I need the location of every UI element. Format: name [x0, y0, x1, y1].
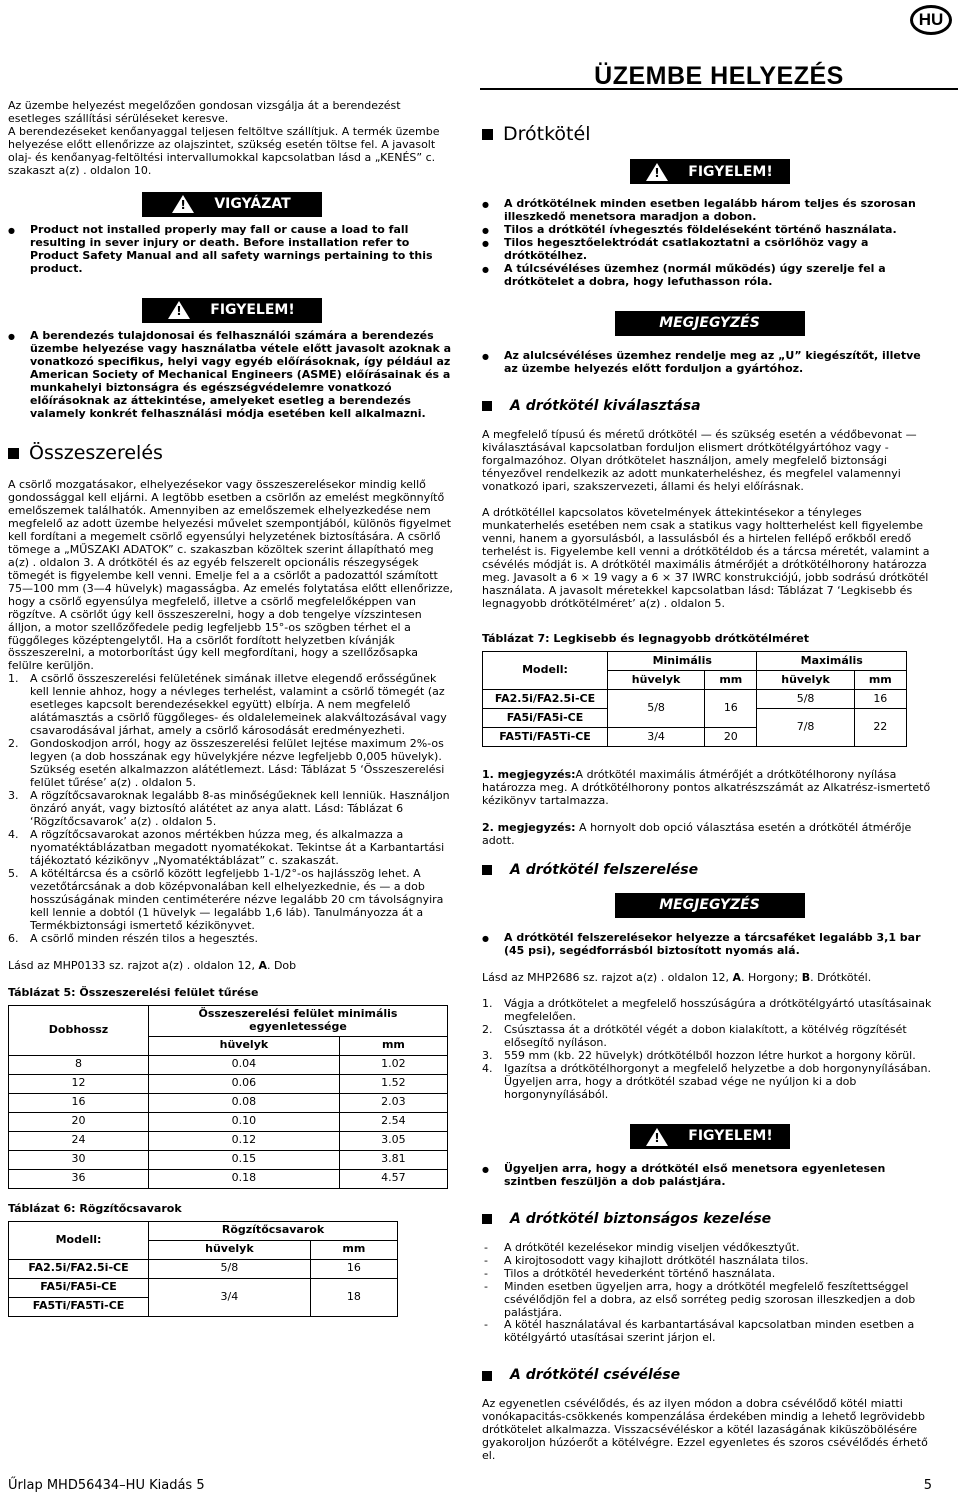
- list-item: 3. 559 mm (kb. 22 hüvelyk) drótkötélből hozzon létre hurkot a horgony körül.: [482, 1049, 916, 1063]
- intro-paragraph-1: Az üzembe helyezést megelőzően gondosan vizsgálja át a berendezést esetleges szállítási sérüléseket keresve.: [8, 99, 401, 125]
- selection-paragraph-1: A megfelelő típusú és méretű drótkötél — és szükség esetén a védőbevonat — kiválasztásával kapcsolatban forduljon elismert drótkötélgyártóhoz vagy -forgalmazóhoz. Olyan drótkötelet használjon, amely megfelelő biztonsági tényezővel rendelkezik az adott munkaterheléshez, és megfelel valamennyi vonatkozó ipari, szakszervezeti, állami és helyi előírásnak.: [482, 427, 917, 493]
- table-row: FA5Ti/FA5Ti-CE 3/4 20: [483, 728, 907, 747]
- list-item: ● Tilos hegesztőelektródát csatlakoztatni a csörlőhöz vagy a drótkötélhez.: [482, 237, 937, 263]
- table-header: Modell:: [483, 652, 608, 690]
- warning-item: ● A berendezés tulajdonosai és felhasználói számára a berendezés üzembe helyezése vagy használatba vétele előtt javasolt azoknak a vonatkozó specifikus, helyi vagy egyéb előírásoknak, így például az American Society of Mechanical Engineers (ASME) előírásainak és a munkahelyi biztonságra és egészségvédelemre vonatkozó előírásoknak az áttekintése, amelyeket esetleg a berendezés valamely konkrét felhasználási módja esetében kell alkalmazni.: [8, 330, 455, 421]
- table-row: 36 0.18 4.57: [9, 1169, 448, 1188]
- warning-label: FIGYELEM!: [210, 301, 295, 318]
- square-bullet-icon: [482, 1214, 492, 1224]
- warning-list: [482, 1163, 937, 1189]
- list-item: - A drótkötél kezelésekor mindig viseljen védőkesztyűt.: [482, 1242, 937, 1255]
- list-item: - Tilos a drótkötél hevederként történő használata.: [482, 1268, 937, 1281]
- table-row: FA5Ti/FA5Ti-CE: [9, 1297, 398, 1316]
- list-item: - A kirojtosodott vagy kihajlott drótkötél használata tilos.: [482, 1255, 937, 1268]
- list-item: ● A túlcsévéléses üzemhez (normál működés) úgy szerelje fel a drótkötelet a dobra, hogy lefuthasson róla.: [482, 263, 937, 289]
- warning-banner: ! FIGYELEM!: [630, 1124, 790, 1149]
- warning-list: [482, 198, 937, 289]
- table-row: 12 0.06 1.52: [9, 1074, 448, 1093]
- list-item: - A kötél használatával és karbantartásával kapcsolatban minden esetben a kötélgyártó utasításai szerint járjon el.: [482, 1319, 937, 1345]
- footnote-1: 1. megjegyzés:A drótkötél maximális átmérőjét a drótkötélhorony nyílása határozza meg. A drótkötélhorony pontos alkatrészszámát az Alkatrész-ismertető kézikönyv tartalmazza.: [482, 768, 931, 808]
- assembly-paragraph: A csörlő mozgatásakor, elhelyezésekor vagy összeszerelésekor mindig kellő gondossággal kell eljárni. A legtöbb esetben a csörlőn az emelést megkönnyítő emelőszemek találhatók. Amennyiben az emelőszemek elhelyezkedése nem megfelelő az adott üzembe helyezési művelet szempontjából, különös figyelmet kell fordítani a megemelt csörlő egyensúlyi helyzetének biztosítására. A csörlő tömege a „MŰSZAKI ADATOK” c. szakaszban közöltek szerint állapítható meg a(z) . oldalon 3. A drótkötél és az egyéb felszerelt opcionális részegységek tömegét is figyelembe kell venni. Emelje fel a a csörlőt a padozattól számított 75—100 mm (3—4 hüvelyk) magasságba. Az emelés folytatása előtt ellenőrizze, hogy a csörlő egyensúlya megfelelő, illetve a csörlő megfelelőképpen van rögzítve. A csörlőt úgy kell összeszerelni, hogy a dob tengelye vízszintesen álljon, a motor szellőzőfedele pedig legfeljebb 15°-os szögben térhet el a függőleges középtengelytől. Ha a csörlőt fordított helyzetben kívánják összeszerelni, a motorborítást úgy kell megfordítani, hogy a szellőzősapka felülre kerüljön.: [8, 477, 453, 673]
- table-header: Maximális: [757, 652, 907, 671]
- list-item: ● Tilos a drótkötél ívhegesztés földeléseként történő használata.: [482, 224, 937, 237]
- warning-triangle-icon: [646, 163, 668, 181]
- square-bullet-icon: [482, 865, 492, 875]
- assembly-steps: [8, 673, 455, 945]
- assembly-heading: Összeszerelés: [8, 442, 455, 464]
- install-steps: [482, 998, 937, 1102]
- footer-document-id: Űrlap MHD56434–HU Kiadás 5: [8, 1478, 205, 1493]
- table-header: Dobhossz: [9, 1005, 149, 1055]
- square-bullet-icon: [482, 401, 492, 411]
- list-item: 2. Gondoskodjon arról, hogy az összeszerelési felület lejtése maximum 2%-os legyen (a dob hosszának egy hüvelykjére nézve legfeljebb 0,005 hüvelyk). Szükség esetén alkalmazzon alátétlemezt. Lásd: Táblázat 5 ‘Összeszerelési felület tűrése’ a(z) . oldalon 5.: [8, 737, 445, 790]
- table-header: mm: [339, 1036, 447, 1055]
- table-row: 24 0.12 3.05: [9, 1131, 448, 1150]
- selection-paragraph-2: A drótkötéllel kapcsolatos követelmények áttekintésekor a tényleges munkaterhelés esetében nem csak a statikus vagy holtterhelést kell figyelembe venni, hanem a gyorsulásból, a lassulásból és a hirtelen fellépő erőkből eredő terhelést is. Figyelembe kell venni a drótkötéldob és a tárcsa méretét, valamint a csévélés módját is. A drótkötél maximális átmérőjét a drótkötélhorony határozza meg. Javasolt a 6 × 19 vagy a 6 × 37 IWRC konstrukciójú, jobb sodrású drótkötél használata. A javasolt méretekkel kapcsolatban lásd: Táblázat 7 ‘Legkisebb és legnagyobb drótkötélméret’ a(z) . oldalon 5.: [482, 506, 930, 611]
- table-row: 30 0.15 3.81: [9, 1150, 448, 1169]
- warning-list: [8, 330, 455, 421]
- safe-handling-heading: A drótkötél biztonságos kezelése: [482, 1211, 937, 1228]
- drawing-reference: Lásd az MHP0133 sz. rajzot a(z) . oldalon 12, A. Dob: [8, 958, 297, 972]
- note-list: [482, 932, 937, 958]
- winding-paragraph: Az egyenetlen csévélődés, és az ilyen módon a dobra csévélődő kötél miatti vonókapacitás-csökkenés kompenzálása érdekében mindig a lehető legrövidebb drótkötelet alkalmazza. Visszacsévéléskor a kötél lazaságának kiküszöbölésére gyakoroljon húzóerőt a kötélvégre. Ezzel egyenletes és szoros csévélődés érhető el.: [482, 1396, 928, 1462]
- warning-triangle-icon: [646, 1128, 668, 1146]
- right-column: [482, 123, 937, 1463]
- note-banner: MEGJEGYZÉS: [615, 311, 805, 336]
- caution-list: [8, 224, 455, 276]
- list-item: 5. A kötéltárcsa és a csörlő között legfeljebb 1-1/2°-os hajlásszög lehet. A vezetőtárcsának a dob középvonalában kell elhelyezkednie, és — a dob hosszúságának minden centiméterére nézve legalább 20 cm távolságnyira kell lennie a dobtól (1 hüvelyk — legalább 1,6 láb). Tanulmányozza át a Termékbiztonsági ismertető kézikönyvet.: [8, 866, 444, 932]
- square-bullet-icon: [482, 129, 493, 140]
- page-title: ÜZEMBE HELYEZÉS: [480, 62, 958, 90]
- table-row: 16 0.08 2.03: [9, 1093, 448, 1112]
- table-row: 20 0.10 2.54: [9, 1112, 448, 1131]
- language-badge: HU: [910, 5, 952, 35]
- list-item: ● Ügyeljen arra, hogy a drótkötél első menetsora egyenletesen szintben feszüljön a dob palástjára.: [482, 1163, 937, 1189]
- table-header: Rögzítőcsavarok: [149, 1221, 398, 1240]
- warning-banner: ! FIGYELEM!: [630, 159, 790, 184]
- caution-label: VIGYÁZAT: [214, 196, 291, 213]
- table5-caption: Táblázat 5: Összeszerelési felület tűrése: [8, 985, 259, 999]
- list-item: ● A drótkötél felszerelésekor helyezze a tárcsaféket legalább 3,1 bar (45 psi), segédforrásból biztosított nyomás alá.: [482, 932, 937, 958]
- list-item: 4. Igazítsa a drótkötélhorgonyt a megfelelő helyzetbe a dob horgonynyílásában. Ügyeljen arra, hogy a drótkötél szabad vége ne nyúljon ki a dob horgonynyílásából.: [482, 1062, 932, 1102]
- table-row: FA2.5i/FA2.5i-CE 5/8 16: [9, 1259, 398, 1278]
- wire-install-heading: A drótkötél felszerelése: [482, 862, 937, 879]
- warning-banner: [142, 298, 322, 323]
- table-row: FA5i/FA5i-CE 3/4 18: [9, 1278, 398, 1297]
- warning-triangle-icon: [172, 195, 194, 213]
- wire-rope-heading: Drótkötél: [482, 123, 937, 145]
- list-item: 3. A rögzítőcsavaroknak legalább 8-as minőségűeknek kell lenniük. Használjon önzáró anyát, vagy biztosító alátétet az anya alatt. Lásd: Táblázat 6 ‘Rögzítőcsavarok’ a(z) . oldalon 5.: [8, 789, 450, 829]
- square-bullet-icon: [482, 1371, 492, 1381]
- winding-heading: A drótkötél csévélése: [482, 1367, 937, 1384]
- note-list: [482, 350, 937, 376]
- list-item: ● Az alulcsévéléses üzemhez rendelje meg az „U” kiegészítőt, illetve az üzembe helyezés előtt forduljon a gyártóhoz.: [482, 350, 937, 376]
- table-row: FA2.5i/FA2.5i-CE 5/8 16 5/8 16: [483, 690, 907, 709]
- table6-caption: Táblázat 6: Rögzítőcsavarok: [8, 1201, 182, 1215]
- caution-banner: [142, 192, 322, 217]
- list-item: ● A drótkötélnek minden esetben legalább három teljes és szorosan illeszkedő menetsora maradjon a dobon.: [482, 198, 937, 224]
- footer-page-number: 5: [923, 1478, 932, 1493]
- left-column: [8, 100, 455, 1317]
- table-header: Modell:: [9, 1221, 149, 1259]
- note-banner: MEGJEGYZÉS: [615, 893, 805, 918]
- list-item: 2. Csúsztassa át a drótkötél végét a dobon kialakított, a kötélvég rögzítését elősegítő nyíláson.: [482, 1023, 907, 1050]
- list-item: 1. Vágja a drótkötelet a megfelelő hosszúságúra a drótkötélgyártó utasításainak megfelelően.: [482, 997, 932, 1024]
- square-bullet-icon: [8, 448, 19, 459]
- table-header: mm: [310, 1240, 397, 1259]
- table-row: FA5i/FA5i-CE 7/8 22: [483, 709, 907, 728]
- list-item: 1. A csörlő összeszerelési felületének simának illetve elegendő erősségűnek kell lennie ahhoz, hogy a névleges terhelést, valamint a csörlő tömegét (az esetleges kapcsolt berendezésekkel együtt) elbírja. A nem megfelelő alátámasztás a csörlő függőleges- és oldalelemeinek alakváltozásával vagy csavarodásával járhat, amely a csörlő károsodását eredményezheti.: [8, 672, 447, 738]
- table-row: 8 0.04 1.02: [9, 1055, 448, 1074]
- mounting-bolts-table: [8, 1221, 398, 1317]
- caution-item: ● Product not installed properly may fall or cause a load to fall resulting in sever injury or death. Before installation refer to Product Safety Manual and all safety warnings pertaining to this product.: [8, 224, 455, 276]
- list-item: - Minden esetben ügyeljen arra, hogy a drótkötél megfelelő feszítettséggel csévélődjön fel a dobra, az első sorréteg pedig szorosan illeszkedjen a dob palástjára.: [482, 1281, 937, 1320]
- wire-size-table: Modell: Minimális Maximális hüvelyk mm hüvelyk mm FA2.5i/FA2.5i-CE 5/8 16 5/8 16 FA5i/FA5i-CE 7/8 22 FA5Ti/FA5Ti-CE 3/4 20: [482, 651, 907, 747]
- install-reference: Lásd az MHP2686 sz. rajzot a(z) . oldalon 12, A. Horgony; B. Drótkötél.: [482, 970, 872, 984]
- table7-caption: Táblázat 7: Legkisebb és legnagyobb drótkötélméret: [482, 632, 810, 646]
- intro-paragraph-2: A berendezéseket kenőanyaggal teljesen feltöltve szállítjuk. A termék üzembe helyezése előtt ellenőrizze az olajszintet, szükség esetén töltse fel. A javasolt olaj- és kenőanyag-feltöltési intervallumokkal kapcsolatban lásd a „KENÉS” c. szakaszt a(z) . oldalon 10.: [8, 124, 440, 177]
- list-item: 4. A rögzítőcsavarokat azonos mértékben húzza meg, és alkalmazza a nyomatéktáblázatban megadott nyomatékokat. Tekintse át a Karbantartási tájékoztató kézikönyv „Nyomatéktáblázat” c. szakaszát.: [8, 828, 445, 867]
- warning-triangle-icon: [168, 301, 190, 319]
- table-header: Összeszerelési felület minimális egyenletessége: [149, 1005, 448, 1036]
- list-item: 6. A csörlő minden részén tilos a hegesztés.: [8, 931, 259, 945]
- mounting-surface-table: [8, 1005, 448, 1189]
- table-header: Minimális: [608, 652, 757, 671]
- footnote-2: 2. megjegyzés: A hornyolt dob opció választása esetén a drótkötél átmérője adott.: [482, 821, 912, 848]
- wire-selection-heading: A drótkötél kiválasztása: [482, 398, 937, 415]
- table-header: hüvelyk: [149, 1240, 311, 1259]
- table-header: hüvelyk: [149, 1036, 340, 1055]
- handling-list: [482, 1242, 937, 1346]
